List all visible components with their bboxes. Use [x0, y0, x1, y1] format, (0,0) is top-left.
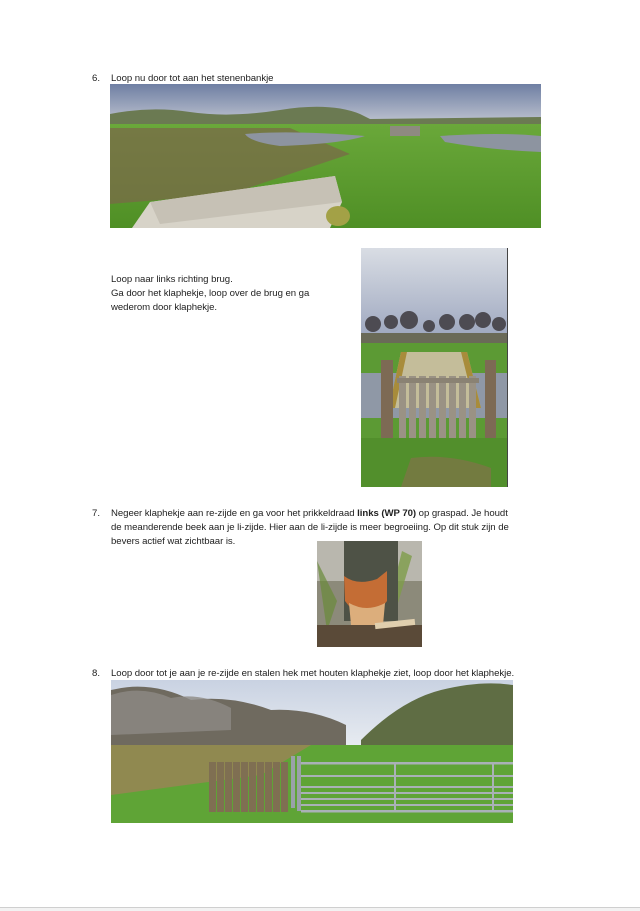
stone-bench-photo [110, 84, 541, 228]
step-8-text: Loop door tot je aan je re-zijde en stalen hek met houten klaphekje ziet, loop door het klaphekje. [111, 668, 515, 679]
step-6-subtext-line1: Loop naar links richting brug. [111, 274, 233, 285]
step-6-subtext-line2: Ga door het klaphekje, loop over de brug en ga [111, 288, 310, 299]
steel-gate-photo [111, 680, 513, 823]
step-6-text: Loop nu door tot aan het stenenbankje [111, 73, 274, 84]
step-7-text-bold: links (WP 70) [357, 508, 417, 519]
step-7-line1 [111, 507, 508, 520]
step-7-text-c: op graspad. Je houdt [416, 508, 508, 519]
step-7-number: 7. [92, 508, 101, 519]
step-7-line3: bevers actief wat zichtbaar is. [111, 536, 236, 547]
step-7-text-a: Negeer klaphekje aan re-zijde en ga voor het prikkeldraad [111, 508, 358, 519]
step-6-number: 6. [92, 73, 101, 84]
bridge-gate-photo [361, 248, 508, 487]
step-6-subtext-line3: wederom door klaphekje. [111, 302, 218, 313]
step-7-line2: de meanderende beek aan je li-zijde. Hier aan de li-zijde is meer begroeiing. Op dit stuk zijn de [111, 522, 509, 533]
step-8-number: 8. [92, 668, 101, 679]
page-bottom-edge [0, 907, 640, 911]
beaver-tree-photo [317, 541, 422, 647]
